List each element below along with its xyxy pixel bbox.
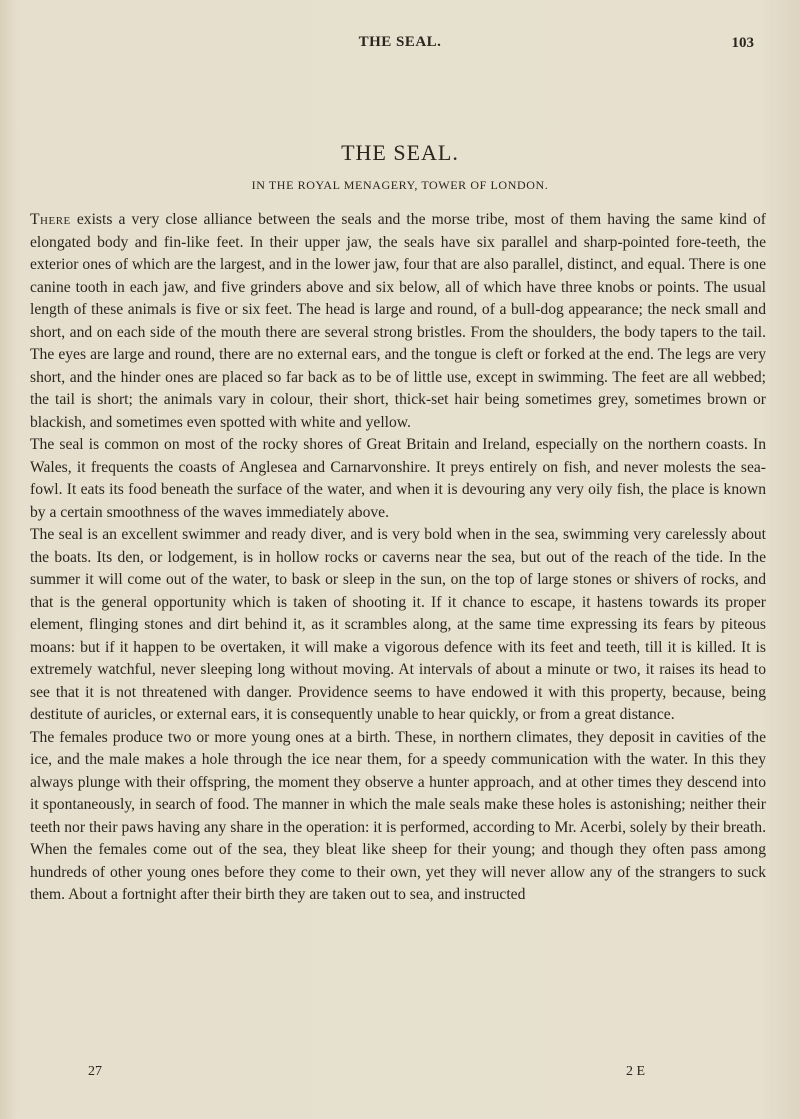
article-body [30, 209, 766, 907]
opening-word: There [30, 211, 71, 228]
page-number: 103 [731, 35, 754, 51]
paragraph-2: The seal is common on most of the rocky shores of Great Britain and Ireland, especially on the northern coasts. In Wales, it frequents the coasts of Anglesea and Carnarvonshire. It preys entirely on fish, and never molests the sea-fowl. It eats its food beneath the surface of the water, and when it is devouring any very oily fish, the place is known by a certain smoothness of the waves immediately above. [30, 436, 766, 521]
paragraph-4: The females produce two or more young ones at a birth. These, in northern climates, they deposit in cavities of the ice, and the male makes a hole through the ice near them, for a speedy communication with the water. In this they always plunge with their offspring, the moment they observe a hunter approach, and at other times they descend into it spontaneously, in search of food. The manner in which the male seals make these holes is astonishing; neither their teeth nor their paws having any share in the operation: it is performed, according to Mr. Acerbi, solely by their breath. When the females come out of the sea, they bleat like sheep for their young; and though they often pass among hundreds of other young ones before they come to their own, yet they will never allow any of the strangers to suck them. About a fortnight after their birth they are taken out to sea, and instructed [30, 728, 766, 903]
running-title: THE SEAL. [358, 34, 442, 50]
footer-signature-mark: 2 E [626, 1064, 646, 1079]
article-subtitle: IN THE ROYAL MENAGERY, TOWER OF LONDON. [251, 178, 549, 192]
article-title: THE SEAL. [341, 140, 459, 165]
paragraph-3: The seal is an excellent swimmer and ready diver, and is very bold when in the sea, swimming very carelessly about the boats. Its den, or lodgement, is in hollow rocks or caverns near the sea, but out of the reach of the tide. In the summer it will come out of the water, to bask or sleep in the sun, on the top of large stones or shivers of rocks, and that is the general opportunity which is taken of shooting it. If it chance to escape, it hastens towards its proper element, flinging stones and dirt behind it, as it scrambles along, at the same time expressing its fears by piteous moans: but if it happen to be overtaken, it will make a vigorous defence with its feet and teeth, till it is killed. It is extremely watchful, never sleeping long without moving. At intervals of about a minute or two, it raises its head to see that it is not threatened with danger. Providence seems to have endowed it with this property, because, being destitute of auricles, or external ears, it is consequently unable to hear quickly, or from a great distance. [30, 526, 766, 723]
paragraph-1 [30, 209, 766, 434]
paragraph-1-text: exists a very close alliance between the seals and the morse tribe, most of them having the same kind of elongated body and fin-like feet. In their upper jaw, the seals have six parallel and sharp-pointed fore-teeth, the exterior ones of which are the largest, and in the lower jaw, four that are also parallel, distinct, and equal. There is one canine tooth in each jaw, and five grinders above and six below, all of which have three knobs or points. The usual length of these animals is five or six feet. The head is large and round, of a bull-dog appearance; the neck small and short, and on each side of the mouth there are several strong bristles. From the shoulders, the body tapers to the tail. The eyes are large and round, there are no external ears, and the tongue is cleft or forked at the end. The legs are very short, and the hinder ones are placed so far back as to be of little use, except in swimming. The feet are all webbed; the tail is short; the animals vary in colour, their short, thick-set hair being sometimes grey, sometimes brown or blackish, and sometimes even spotted with white and yellow. [30, 211, 766, 431]
footer-signature-number: 27 [88, 1064, 102, 1079]
running-head [0, 34, 800, 58]
page-footer [0, 1064, 800, 1086]
